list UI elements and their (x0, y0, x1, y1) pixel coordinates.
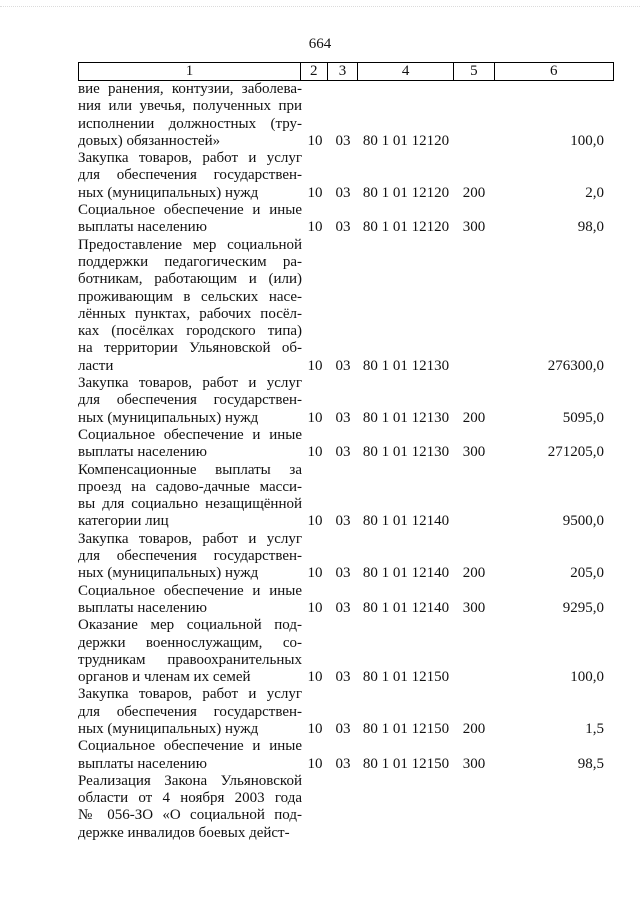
scan-artifact-dots (0, 6, 640, 10)
col-header-4: 4 (358, 63, 454, 81)
description-line: Закупка товаров, работ и услуг (78, 530, 302, 547)
amount: 276300,0 (547, 357, 604, 374)
subsection-code: 03 (335, 444, 351, 461)
subsection-code: 03 (335, 132, 351, 149)
description-line: № 056-ЗО «О социальной под- (78, 807, 302, 824)
description-line: держке инвалидов боевых дейст- (78, 824, 290, 841)
description-line: для обеспечения государствен- (78, 548, 302, 565)
row-description (78, 738, 302, 773)
subsection-code: 03 (335, 513, 351, 530)
target-article-code: 80 1 01 12120 (362, 184, 450, 201)
description-line: ках (посёлках городского типа) (78, 323, 302, 340)
col-header-2: 2 (300, 63, 327, 81)
description-line: выплаты населению (78, 755, 207, 772)
table-row (78, 738, 614, 773)
description-line: ных (муниципальных) нужд (78, 720, 259, 737)
target-article-code: 80 1 01 12150 (362, 755, 450, 772)
col-header-5: 5 (454, 63, 495, 81)
amount: 100,0 (570, 132, 604, 149)
row-description (78, 427, 302, 462)
table-row (78, 237, 614, 375)
amount: 9295,0 (562, 599, 604, 616)
expense-type-code: 200 (462, 565, 486, 582)
amount: 100,0 (570, 669, 604, 686)
table-row (78, 583, 614, 618)
description-line: ласти (78, 357, 114, 374)
section-code: 10 (307, 409, 323, 426)
table-row (78, 427, 614, 462)
description-line: ных (муниципальных) нужд (78, 184, 259, 201)
description-line: для обеспечения государствен- (78, 167, 302, 184)
table-row (78, 150, 614, 202)
description-line: Закупка товаров, работ и услуг (78, 375, 302, 392)
table-row (78, 531, 614, 583)
expense-type-code: 200 (462, 720, 486, 737)
description-line: вы для социально незащищённой (78, 496, 302, 513)
subsection-code: 03 (335, 565, 351, 582)
section-code: 10 (307, 219, 323, 236)
row-description (78, 375, 302, 427)
description-line: Закупка товаров, работ и услуг (78, 686, 302, 703)
target-article-code: 80 1 01 12140 (362, 565, 450, 582)
table-row (78, 686, 614, 738)
description-line: ных (муниципальных) нужд (78, 409, 259, 426)
description-line: Социальное обеспечение и иные (78, 738, 302, 755)
amount: 205,0 (570, 565, 604, 582)
table-row (78, 81, 614, 150)
expense-type-code: 300 (462, 444, 486, 461)
description-line: вие ранения, контузии, заболева- (78, 81, 302, 97)
table-row (78, 617, 614, 686)
description-line: лённых пунктах, рабочих посёл- (78, 305, 302, 322)
expense-type-code: 300 (462, 219, 486, 236)
description-line: Социальное обеспечение и иные (78, 202, 302, 219)
row-description (78, 202, 302, 237)
description-line: Предоставление мер социальной (78, 236, 302, 253)
expense-type-code: 300 (462, 755, 486, 772)
column-header-row (79, 63, 614, 81)
description-line: Социальное обеспечение и иные (78, 426, 302, 443)
col-header-1: 1 (79, 63, 301, 81)
section-code: 10 (307, 565, 323, 582)
subsection-code: 03 (335, 184, 351, 201)
subsection-code: 03 (335, 755, 351, 772)
description-line: выплаты населению (78, 599, 207, 616)
section-code: 10 (307, 444, 323, 461)
description-line: для обеспечения государствен- (78, 392, 302, 409)
section-code: 10 (307, 720, 323, 737)
section-code: 10 (307, 669, 323, 686)
subsection-code: 03 (335, 357, 351, 374)
description-line: выплаты населению (78, 444, 207, 461)
row-description (78, 686, 302, 738)
description-line: ных (муниципальных) нужд (78, 565, 259, 582)
amount: 98,5 (577, 755, 604, 772)
subsection-code: 03 (335, 669, 351, 686)
amount: 271205,0 (547, 444, 604, 461)
target-article-code: 80 1 01 12130 (362, 409, 450, 426)
column-header-table (78, 62, 614, 81)
target-article-code: 80 1 01 12120 (362, 132, 450, 149)
row-description (78, 617, 302, 686)
amount: 9500,0 (562, 513, 604, 530)
row-description (78, 81, 302, 150)
target-article-code: 80 1 01 12140 (362, 513, 450, 530)
row-description (78, 531, 302, 583)
table-row (78, 375, 614, 427)
section-code: 10 (307, 184, 323, 201)
description-line: выплаты населению (78, 219, 207, 236)
target-article-code: 80 1 01 12150 (362, 720, 450, 737)
description-line: области от 4 ноября 2003 года (78, 790, 302, 807)
section-code: 10 (307, 132, 323, 149)
table-row (78, 773, 614, 842)
row-description (78, 583, 302, 618)
description-line: Оказание мер социальной под- (78, 617, 302, 634)
row-description (78, 462, 302, 531)
expense-type-code: 200 (462, 184, 486, 201)
expense-type-code: 200 (462, 409, 486, 426)
description-line: ния или увечья, полученных при (78, 98, 302, 115)
amount: 5095,0 (562, 409, 604, 426)
target-article-code: 80 1 01 12120 (362, 219, 450, 236)
col-header-6: 6 (494, 63, 613, 81)
description-line: трудникам правоохранительных (78, 651, 302, 668)
section-code: 10 (307, 599, 323, 616)
target-article-code: 80 1 01 12130 (362, 444, 450, 461)
col-header-3: 3 (327, 63, 358, 81)
target-article-code: 80 1 01 12140 (362, 599, 450, 616)
section-code: 10 (307, 755, 323, 772)
row-description (78, 773, 302, 842)
table-row (78, 202, 614, 237)
description-line: держки военнослужащим, со- (78, 634, 302, 651)
amount: 1,5 (585, 720, 604, 737)
page-number: 664 (308, 36, 332, 52)
description-line: на территории Ульяновской об- (78, 340, 302, 357)
description-line: исполнении должностных (тру- (78, 115, 302, 132)
description-line: ботникам, работающим и (или) (78, 271, 302, 288)
description-line: Реализация Закона Ульяновской (78, 772, 302, 789)
description-line: для обеспечения государствен- (78, 703, 302, 720)
subsection-code: 03 (335, 409, 351, 426)
target-article-code: 80 1 01 12130 (362, 357, 450, 374)
description-line: категории лиц (78, 513, 169, 530)
subsection-code: 03 (335, 720, 351, 737)
description-line: проезд на садово-дачные масси- (78, 478, 302, 495)
target-article-code: 80 1 01 12150 (362, 669, 450, 686)
table-row (78, 462, 614, 531)
row-description (78, 237, 302, 375)
expense-type-code: 300 (462, 599, 486, 616)
amount: 2,0 (585, 184, 604, 201)
description-line: органов и членам их семей (78, 669, 251, 686)
subsection-code: 03 (335, 599, 351, 616)
description-line: проживающим в сельских насе- (78, 288, 302, 305)
description-line: Компенсационные выплаты за (78, 461, 302, 478)
description-line: Социальное обеспечение и иные (78, 582, 302, 599)
section-code: 10 (307, 513, 323, 530)
amount: 98,0 (577, 219, 604, 236)
budget-rows (78, 81, 614, 842)
description-line: довых) обязанностей» (78, 132, 221, 149)
row-description (78, 150, 302, 202)
description-line: Закупка товаров, работ и услуг (78, 150, 302, 167)
subsection-code: 03 (335, 219, 351, 236)
section-code: 10 (307, 357, 323, 374)
description-line: поддержки педагогическим ра- (78, 253, 302, 270)
